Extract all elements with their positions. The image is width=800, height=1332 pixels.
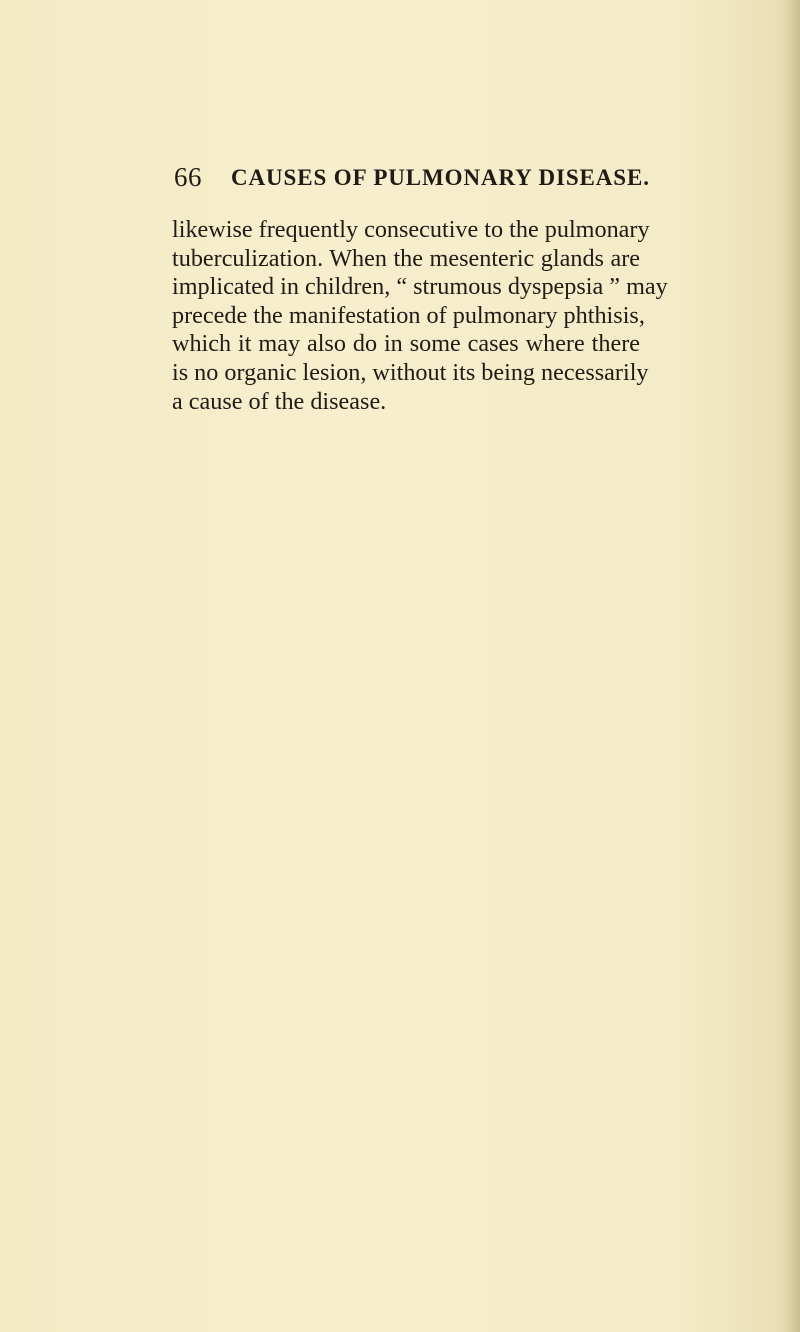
text-line: likewise frequently consecutive to the pulmonary	[172, 216, 650, 243]
running-head: CAUSES OF PULMONARY DISEASE.	[231, 165, 650, 190]
text-line: which it may also do in some cases where there	[172, 330, 640, 358]
text-line: a cause of the disease.	[172, 387, 387, 415]
text-line: precede the manifestation of pulmonary phthisis,	[172, 301, 645, 329]
page-header	[174, 160, 654, 194]
text-line: implicated in children, “ strumous dyspepsia ” may	[172, 273, 668, 301]
text-line: is no organic lesion, without its being necessarily	[172, 358, 649, 386]
text-line: tuberculization. When the mesenteric glands are	[172, 244, 640, 272]
body-paragraph	[172, 216, 668, 416]
page-edge-shadow	[786, 0, 800, 1332]
page-number: 66	[174, 162, 202, 192]
